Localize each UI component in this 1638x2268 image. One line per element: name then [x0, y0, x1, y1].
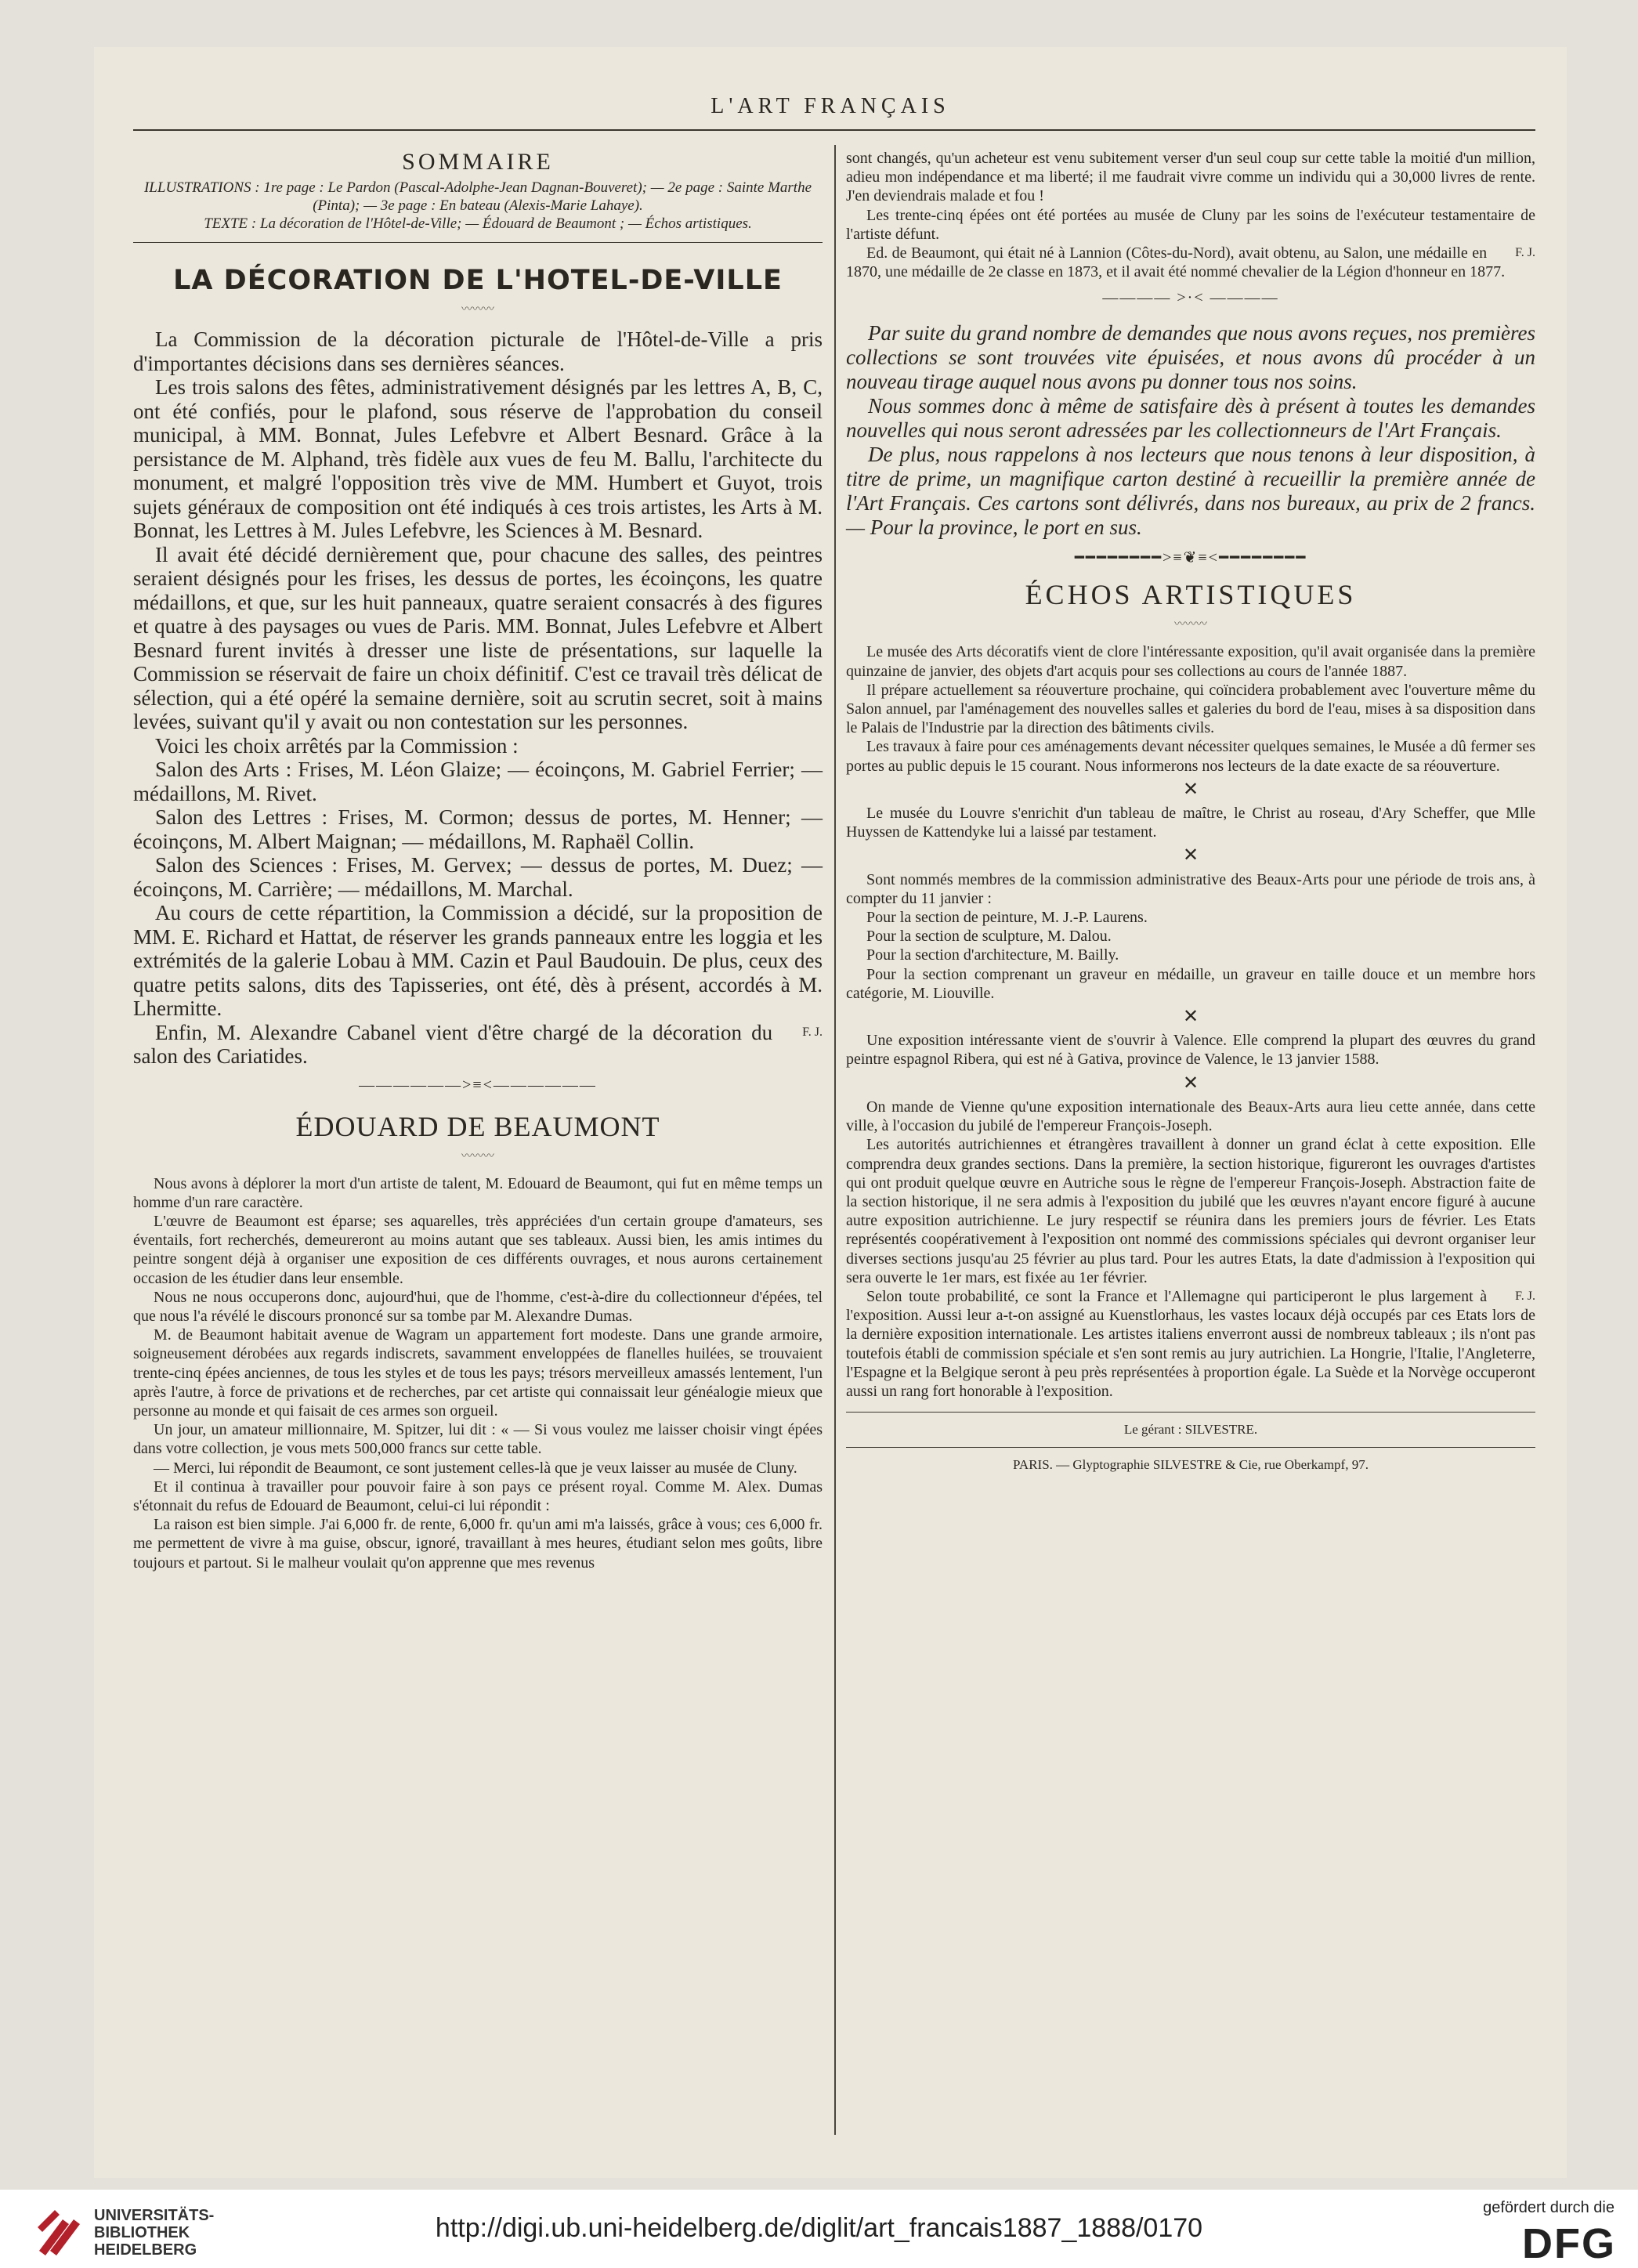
article2-last-text: Ed. de Beaumont, qui était né à Lannion (Côtes-du-Nord), avait obtenu, au Salon, une médaille en 1870, une médaille de 2e classe en 1873, et il avait été nommé chevalier de la Légion d'honneur en 1877. [846, 244, 1506, 281]
institution-line: HEIDELBERG [94, 2241, 197, 2259]
funded-by-text: gefördert durch die [1483, 2199, 1614, 2216]
echo-paragraph: Une exposition intéressante vient de s'ouvrir à Valence. Elle comprend la plupart des œuvres du grand peintre espagnol Ribera, qui est né à Gativa, province de Valence, le 13 janvier 1588. [846, 1032, 1535, 1069]
article2-paragraph: Un jour, un amateur millionnaire, M. Spitzer, lui dit : « — Si vous voulez me laisser choisir vingt épées dans votre collection, je vous mets 500,000 francs sur cette table. [133, 1421, 823, 1458]
cross-separator: ✕ [1182, 1007, 1199, 1028]
article1-paragraph: Salon des Arts : Frises, M. Léon Glaize; — écoinçons, M. Gabriel Ferrier; — médaillons, M. Rivet. [133, 758, 823, 805]
article2-paragraph: M. de Beaumont habitait avenue de Wagram un appartement fort modeste. Dans une grande armoire, soigneusement dérobées aux regards indiscrets, savamment enveloppées de flanelles huilées, se trouvaient trente-cinq épées anciennes, de tous les styles et de tous les pays; trésors merveilleux amassés lentement, l'un après l'autre, à force de privations et de recherches, par cet artiste qui connaissait leur généalogie mieux que personne au monde et qui faisait de ces armes son orgueil. [133, 1326, 823, 1420]
article1-paragraph: La Commission de la décoration picturale de l'Hôtel-de-Ville a pris d'importantes décisions dans ses dernières séances. [133, 327, 823, 375]
sommaire-illustrations: ILLUSTRATIONS : 1re page : Le Pardon (Pascal-Adolphe-Jean Dagnan-Bouveret); — 2e page : Sainte Marthe (Pinta); — 3e page : En bateau (Alexis-Marie Lahaye). [143, 179, 812, 214]
separator-rule [846, 1447, 1535, 1448]
echo-paragraph: Pour la section comprenant un graveur en médaille, un graveur en taille douce et un membre hors catégorie, M. Liouville. [846, 965, 1535, 1002]
article2-paragraph: La raison est bien simple. J'ai 6,000 fr. de rente, 6,000 fr. qu'un ami m'a laissés, grâce à vous; ces 6,000 fr. me permettent de vivre à ma guise, obscur, ignoré, travaillant à mes heures, étudiant selon mes goûts, libre toujours et partout. Si le malheur voulait qu'on apprenne que mes revenus [133, 1516, 823, 1572]
institution-line: UNIVERSITÄTS- [94, 2207, 215, 2224]
article1-paragraph: Voici les choix arrêtés par la Commission : [155, 733, 519, 758]
echo-paragraph: Pour la section d'architecture, M. Bailly. [866, 946, 1119, 964]
announcement-paragraph: Par suite du grand nombre de demandes que nous avons reçues, nos premières collections se sont trouvées vite épuisées, et nous avons dû procéder à un nouveau tirage auquel nous avons pu donner tous nos soins. [846, 321, 1535, 394]
ornament-divider: ——————>≡<—————— [359, 1076, 597, 1094]
article1-body [133, 327, 823, 1069]
article1-paragraph: Salon des Lettres : Frises, M. Cormon; dessus de portes, M. Henner; — écoinçons, M. Albert Maignan; — médaillons, M. Raphaël Collin. [133, 805, 823, 853]
echo-paragraph: Pour la section de peinture, M. J.-P. Laurens. [866, 909, 1148, 927]
article2-paragraph: Les trente-cinq épées ont été portées au musée de Cluny par les soins de l'exécuteur testamentaire de l'artiste défunt. [846, 206, 1535, 243]
article2-paragraph: sont changés, qu'un acheteur est venu subitement verser d'un seul coup sur cette table la moitié d'un million, adieu mon indépendance et ma liberté; il me faudrait vivre comme un individu qui a 30,000 livres de rente. J'en deviendrais malade et fou ! [846, 150, 1535, 205]
column-divider [834, 145, 836, 2135]
separator-rule [846, 1412, 1535, 1413]
article2-paragraph: Nous ne nous occuperons donc, aujourd'hui, que de l'homme, c'est-à-dire du collectionneur d'épées, tel que nous l'a révélé le discours prononcé sur sa tombe par M. Alexandre Dumas. [133, 1288, 823, 1325]
permalink-url[interactable]: http://digi.ub.uni-heidelberg.de/diglit/art_francais1887_1888/0170 [435, 2213, 1203, 2243]
cross-separator: ✕ [1182, 1073, 1199, 1094]
echo-paragraph [846, 1287, 1535, 1401]
cross-separator: ✕ [1182, 845, 1199, 866]
echo-paragraph: Le musée du Louvre s'enrichit d'un tableau de maître, le Christ au roseau, d'Ary Scheffer, que Mlle Huyssen de Kattendyke lui a laissé par testament. [846, 805, 1535, 841]
article2-paragraph: Nous avons à déplorer la mort d'un artiste de talent, M. Edouard de Beaumont, qui fut en même temps un homme d'un rare caractère. [133, 1174, 823, 1211]
article2-continued [846, 149, 1535, 281]
article2-title: ÉDOUARD DE BEAUMONT [295, 1110, 660, 1142]
digitization-footer [0, 2190, 1638, 2268]
article2-paragraph: L'œuvre de Beaumont est éparse; ses aquarelles, très appréciées d'un certain groupe d'amateurs, ses éventails, fort recherchés, demeureront au moins autant que ses tableaux. Aussi bien, les amis intimes du peintre songent déjà à organiser une exposition de ces différents ouvrages, et nous aurons certainement occasion de les étudier dans leur ensemble. [133, 1212, 823, 1287]
gerant-line: Le gérant : SILVESTRE. [1123, 1422, 1258, 1438]
article1-paragraph: Salon des Sciences : Frises, M. Gervex; — dessus de portes, M. Duez; — écoinçons, M. Carrière; — médaillons, M. Marchal. [133, 853, 823, 901]
article1-paragraph: Au cours de cette répartition, la Commission a décidé, sur la proposition de MM. E. Richard et Hattat, de réserver les grands panneaux entre les loggia et les extrémités de la galerie Lobau à MM. Cazin et Paul Baudouin. De plus, ceux des quatre petits salons, dits des Tapisseries, ont été, dès à présent, accordés à M. Lhermitte. [133, 901, 823, 1020]
article2-paragraph: Et il continua à travailler pour pouvoir faire à son pays ce présent royal. Comme M. Alex. Dumas s'étonnait du refus de Edouard de Beaumont, celui-ci lui répondit : [133, 1478, 823, 1514]
announcement-paragraph: De plus, nous rappelons à nos lecteurs que nous tenons à leur disposition, à titre de prime, un magnifique carton destiné à recueillir la première année de l'Art Français. Ces cartons sont délivrés, dans nos bureaux, au prix de 2 francs. — Pour la province, le port en sus. [846, 443, 1535, 540]
title-ornament: 〰〰〰 [461, 304, 494, 316]
announcement-paragraph: Nous sommes donc à même de satisfaire dès à présent à toutes les demandes nouvelles qui nous seront adressées par les collectionneurs de l'Art Français. [846, 394, 1535, 443]
title-ornament: 〰〰〰 [1174, 619, 1207, 631]
article1-paragraph: Les trois salons des fêtes, administrativement désignés par les lettres A, B, C, ont été confiés, pour le plafond, sous réserve de l'approbation du conseil municipal, à MM. Bonnat, Jules Lefebvre et Albert Besnard. Grâce à la persistance de M. Alphand, très fidèle aux vues de feu M. Ballu, l'architecte du monument, et malgré l'opposition très vive de MM. Humbert et Guyot, trois sujets généraux de composition ont été indiqués à ces trois artistes, les Arts à M. Bonnat, les Lettres à M. Jules Lefebvre, les Sciences à M. Besnard. [133, 375, 823, 542]
ornament-divider: ━━━━━━━━>≡❦≡<━━━━━━━━ [1074, 549, 1307, 567]
article1-last-text: Enfin, M. Alexandre Cabanel vient d'être chargé de la décoration du salon des Cariatides. [133, 1020, 773, 1068]
institution-line: BIBLIOTHEK [94, 2224, 190, 2241]
title-ornament: 〰〰〰 [461, 1150, 494, 1163]
cross-separator: ✕ [1182, 779, 1199, 800]
echos-body [846, 642, 1535, 1401]
announcement [846, 321, 1535, 540]
printer-imprint: PARIS. — Glyptographie SILVESTRE & Cie, rue Oberkampf, 97. [1013, 1457, 1369, 1473]
echos-title: ÉCHOS ARTISTIQUES [1025, 579, 1357, 611]
echo-paragraph: Pour la section de sculpture, M. Dalou. [866, 928, 1112, 946]
article2-paragraph: — Merci, lui répondit de Beaumont, ce sont justement celles-là que je veux laisser au musée de Cluny. [154, 1459, 797, 1477]
echo-paragraph: Les travaux à faire pour ces aménagements devant nécessiter quelques semaines, le Musée a dû fermer ses portes au public depuis le 15 courant. Nous informerons nos lecteurs de la date exacte de sa réouverture. [846, 738, 1535, 775]
ornament-divider: ———— >·< ———— [1102, 289, 1279, 307]
article1-title: LA DÉCORATION DE L'HOTEL-DE-VILLE [173, 265, 783, 296]
article2-body [133, 1174, 823, 1572]
right-column [846, 149, 1535, 1473]
left-column [133, 149, 823, 1572]
sommaire-texte: TEXTE : La décoration de l'Hôtel-de-Ville; — Édouard de Beaumont ; — Échos artistiques. [204, 215, 752, 232]
echos-signature: F. J. [1515, 1289, 1535, 1303]
sommaire-title: SOMMAIRE [402, 149, 554, 175]
article2-paragraph [846, 244, 1535, 281]
head-rule [133, 129, 1535, 131]
dfg-logo: DFG [1522, 2220, 1616, 2267]
article2-signature: F. J. [1515, 246, 1535, 260]
echo-paragraph: On mande de Vienne qu'une exposition internationale des Beaux-Arts aura lieu cette année, dans cette ville, à l'occasion du jubilé de l'empereur François-Joseph. [846, 1098, 1535, 1135]
separator-rule [133, 242, 823, 243]
article1-paragraph: Il avait été décidé dernièrement que, pour chacune des salles, des peintres seraient désignés pour les frises, les dessus de portes, les écoinçons, les quatre médaillons, et que, sur les huit panneaux, quatre seraient consacrés à des figures et quatre à des paysages ou vues de Paris. MM. Bonnat, Jules Lefebvre et Albert Besnard furent invités à dresser une liste de présentations, sur laquelle la Commission se réservait de faire un choix définitif. C'est ce travail très délicat de sélection, qui a été opéré la semaine dernière, soit au scrutin secret, soit à mains levées, suivant qu'il y avait ou non contestation sur les personnes. [133, 542, 823, 733]
running-head: L'ART FRANÇAIS [711, 94, 950, 118]
newspaper-page [94, 47, 1567, 2178]
echo-paragraph: Il prépare actuellement sa réouverture prochaine, qui coïncidera probablement avec l'ouverture même du Salon annuel, par l'aménagement des nouvelles salles et galeries du bord de l'eau, mises à sa disposition dans le Palais de l'Industrie par la direction des bâtiments civils. [846, 681, 1535, 737]
echo-last-text: Selon toute probabilité, ce sont la France et l'Allemagne qui participeront le plus largement à l'exposition. Aussi leur a-t-on assigné au Kuenstlorhaus, les vastes locaux déjà occupés par ces Etats lors de la dernière exposition internationale. Les artistes italiens enverront aussi de nombreux tableaux ; ils n'ont pas toutefois établi de commission spéciale et s'en sont remis au jury autrichien. La Hongrie, l'Italie, l'Angleterre, l'Espagne et la Belgique seront à peu près représentées à proportion égale. La Suède et la Norvège occuperont aussi un rang fort honorable à l'exposition. [846, 1287, 1535, 1400]
echo-paragraph: Le musée des Arts décoratifs vient de clore l'intéressante exposition, qu'il avait organisée dans la première quinzaine de janvier, des objets d'art acquis pour ses collections au cours de l'année 1887. [846, 643, 1535, 680]
echo-paragraph: Les autorités autrichiennes et étrangères travaillent à donner un grand éclat à cette exposition. Elle comprendra deux grandes sections. Dans la première, la section historique, figureront les ouvrages d'artistes qui ont produit quelque œuvre en Autriche sous le règne de l'empereur François-Joseph. Abstraction faite de la section historique, il ne sera admis à l'exposition du jubilé que les œuvres n'ayant encore figuré à aucune autre exposition autrichienne. Le jury respectif se réunira dans les premiers jours de février. Les Etats représentés coopérativement à l'exposition ont nommé des commissions spéciales qui devront organiser leur diverses sections jusqu'au 25 février au plus tard. Pour les autres Etats, la date d'admission à l'exposition qui sera ouverte le 1er mars, est fixée au 1er février. [846, 1136, 1535, 1286]
article1-paragraph [133, 1021, 823, 1069]
article1-signature: F. J. [802, 1025, 823, 1039]
echo-paragraph: Sont nommés membres de la commission administrative des Beaux-Arts pour une période de trois ans, à compter du 11 janvier : [846, 870, 1535, 907]
